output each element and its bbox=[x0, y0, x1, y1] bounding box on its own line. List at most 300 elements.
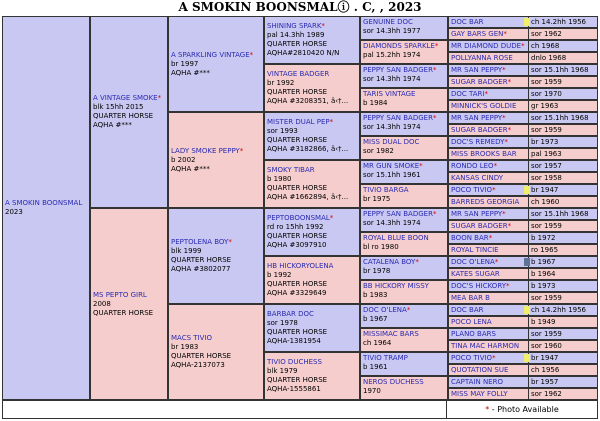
horse-name-line bbox=[267, 118, 357, 127]
footer-bar bbox=[2, 400, 598, 419]
horse-name-wrap bbox=[451, 89, 488, 99]
horse-name-link[interactable]: POCO LENA bbox=[451, 317, 492, 326]
horse-cell bbox=[448, 292, 598, 304]
horse-cell bbox=[448, 184, 598, 196]
horse-name-link[interactable]: DOC'S REMEDY bbox=[451, 137, 505, 146]
photo-star-icon: * bbox=[321, 22, 325, 30]
horse-name-title: A SMOKIN BOONSMAL bbox=[178, 0, 338, 14]
horse-name-link[interactable]: SUGAR BADGER bbox=[451, 221, 508, 230]
horse-name-link[interactable]: MR SAN PEPPY bbox=[451, 65, 503, 74]
horse-name-link[interactable]: TIVIO BARGA bbox=[363, 186, 409, 194]
horse-name-wrap bbox=[451, 77, 511, 87]
horse-detail: AQHA #3182866, â‹†... bbox=[267, 145, 349, 153]
horse-cell bbox=[264, 16, 360, 64]
horse-detail: QUARTER HORSE bbox=[93, 112, 154, 120]
horse-name-line bbox=[267, 22, 357, 31]
horse-name-link[interactable]: BOON BAR bbox=[451, 233, 489, 242]
horse-info: b 1964 bbox=[528, 269, 597, 279]
horse-info: sor 1957 bbox=[528, 161, 597, 171]
photo-star-icon: * bbox=[249, 50, 254, 59]
horse-detail: AQHA-2137073 bbox=[171, 361, 225, 369]
horse-name-link[interactable]: QUOTATION SUE bbox=[451, 365, 509, 374]
horse-detail: br 1975 bbox=[363, 195, 391, 203]
horse-cell bbox=[360, 40, 448, 64]
horse-name-line bbox=[171, 334, 261, 343]
horse-detail: sor 14.3hh 1977 bbox=[363, 27, 421, 35]
horse-cell bbox=[264, 112, 360, 160]
horse-info: sor 1959 bbox=[528, 77, 597, 87]
horse-name-line bbox=[363, 42, 445, 51]
horse-cell bbox=[448, 316, 598, 328]
photo-star-icon: * bbox=[434, 42, 439, 50]
horse-name-line bbox=[363, 138, 445, 147]
horse-info: br 1957 bbox=[528, 377, 597, 387]
horse-detail: blk 1979 bbox=[267, 367, 298, 375]
horse-name-wrap bbox=[451, 317, 492, 327]
horse-cell bbox=[448, 76, 598, 88]
horse-cell bbox=[448, 112, 598, 124]
horse-name-link[interactable]: BB HICKORY MISSY bbox=[363, 282, 429, 290]
horse-cell bbox=[168, 112, 264, 208]
horse-name-link[interactable]: MINNICK'S GOLDIE bbox=[451, 101, 517, 110]
horse-detail: AQHA#2810420 N/N bbox=[267, 49, 340, 57]
horse-info: b 1973 bbox=[528, 281, 597, 291]
horse-detail: blk 1999 bbox=[171, 247, 202, 255]
horse-detail: sor 14.3hh 1974 bbox=[363, 75, 421, 83]
horse-info: br 1947 bbox=[528, 353, 597, 363]
horse-name-line bbox=[363, 114, 445, 123]
horse-detail: b 1980 bbox=[267, 175, 292, 183]
photo-star-icon: * bbox=[406, 306, 411, 314]
horse-cell bbox=[264, 352, 360, 400]
horse-detail: sor 14.3hh 1974 bbox=[363, 219, 421, 227]
horse-info: sor 1960 bbox=[528, 341, 597, 351]
horse-name-link[interactable]: POLLYANNA ROSE bbox=[451, 53, 513, 62]
horse-detail: br 1978 bbox=[363, 267, 391, 275]
photo-star-icon: * bbox=[503, 29, 507, 38]
horse-name-line bbox=[363, 162, 445, 171]
horse-info: sor 15.1hh 1968 bbox=[528, 65, 597, 75]
horse-cell bbox=[448, 172, 598, 184]
horse-name-line bbox=[267, 262, 357, 271]
horse-name-line bbox=[363, 306, 445, 315]
horse-cell bbox=[2, 16, 90, 400]
photo-star-icon: * bbox=[157, 94, 162, 102]
photo-star-icon: * bbox=[485, 405, 490, 414]
horse-cell bbox=[360, 16, 448, 40]
horse-name-link[interactable]: POCO TIVIO bbox=[451, 185, 493, 194]
horse-cell bbox=[360, 328, 448, 352]
horse-cell bbox=[448, 208, 598, 220]
horse-name-link[interactable]: MEA BAR B bbox=[451, 293, 490, 302]
photo-star-icon: * bbox=[228, 238, 232, 246]
horse-name-link[interactable]: DOC BAR bbox=[451, 17, 484, 26]
horse-detail: b 1984 bbox=[363, 99, 388, 107]
horse-detail: AQHA-1555861 bbox=[267, 385, 321, 393]
horse-name-line bbox=[363, 234, 445, 243]
horse-cell bbox=[360, 136, 448, 160]
horse-name-link[interactable]: BARBAR DOC bbox=[267, 310, 314, 318]
horse-name-line bbox=[267, 214, 357, 223]
horse-name-line bbox=[171, 51, 261, 60]
horse-name-wrap bbox=[451, 329, 496, 339]
horse-cell bbox=[360, 304, 448, 328]
horse-name-link[interactable]: LADY SMOKE PEPPY bbox=[171, 146, 240, 155]
horse-name-wrap bbox=[451, 17, 483, 27]
horse-name-wrap bbox=[451, 257, 498, 267]
photo-legend-text: - Photo Available bbox=[489, 405, 559, 414]
horse-cell bbox=[448, 280, 598, 292]
horse-name-line bbox=[5, 199, 87, 208]
horse-cell bbox=[360, 112, 448, 136]
horse-name-wrap bbox=[451, 269, 500, 279]
horse-cell bbox=[360, 184, 448, 208]
horse-name-line bbox=[363, 66, 445, 75]
horse-info: sor 1959 bbox=[528, 293, 597, 303]
horse-cell bbox=[264, 256, 360, 304]
photo-star-icon: * bbox=[488, 233, 493, 242]
horse-cell bbox=[448, 136, 598, 148]
horse-name-link[interactable]: DOC O'LENA bbox=[363, 306, 407, 314]
horse-name-link[interactable]: A VINTAGE SMOKE bbox=[93, 94, 158, 102]
horse-info: sor 15.1hh 1968 bbox=[528, 113, 597, 123]
photo-star-icon: * bbox=[484, 89, 488, 98]
horse-info: dnlo 1968 bbox=[528, 53, 597, 63]
horse-name-line bbox=[363, 330, 445, 339]
photo-star-icon: * bbox=[329, 214, 334, 222]
horse-name-link[interactable]: SUGAR BADGER bbox=[451, 125, 508, 134]
horse-name-wrap bbox=[451, 305, 483, 315]
horse-name-link[interactable]: DOC TARI bbox=[451, 89, 485, 98]
horse-name-wrap bbox=[451, 281, 510, 291]
page-title bbox=[0, 0, 600, 16]
horse-cell bbox=[264, 160, 360, 208]
horse-info: sor 1962 bbox=[528, 389, 597, 399]
horse-name-link[interactable]: HB HICKORYOLENA bbox=[267, 262, 334, 270]
horse-cell bbox=[264, 64, 360, 112]
horse-info: b 1967 bbox=[528, 257, 597, 267]
horse-name-link[interactable]: BARREDS GEORGIA bbox=[451, 197, 520, 206]
horse-cell bbox=[448, 40, 598, 52]
horse-name-wrap bbox=[451, 149, 517, 159]
horse-name-link[interactable]: MISSIMAC BARS bbox=[363, 330, 419, 338]
photo-star-icon: * bbox=[502, 113, 506, 122]
horse-detail: sor 1993 bbox=[267, 127, 298, 135]
horse-name-link[interactable]: PEPPY SAN BADGER bbox=[363, 114, 433, 122]
horse-name-wrap bbox=[451, 125, 511, 135]
horse-info: b 1972 bbox=[528, 233, 597, 243]
pedigree-chart bbox=[2, 16, 598, 400]
horse-name-link[interactable]: MISS DUAL DOC bbox=[363, 138, 420, 146]
horse-name-wrap bbox=[451, 101, 516, 111]
photo-star-icon: * bbox=[507, 221, 512, 230]
horse-info: b 1949 bbox=[528, 317, 597, 327]
horse-detail: QUARTER HORSE bbox=[267, 184, 328, 192]
horse-name-link[interactable]: SUGAR BADGER bbox=[451, 77, 508, 86]
horse-cell bbox=[264, 304, 360, 352]
horse-name-wrap bbox=[451, 341, 519, 351]
horse-name-line bbox=[363, 90, 445, 99]
info-circle-icon[interactable]: ⓘ bbox=[337, 0, 350, 14]
horse-name-line bbox=[267, 70, 357, 79]
photo-star-icon: * bbox=[507, 125, 512, 134]
horse-name-link[interactable]: DOC BAR bbox=[451, 305, 484, 314]
horse-name-link[interactable]: A SPARKLING VINTAGE bbox=[171, 50, 250, 59]
horse-name-link[interactable]: PEPTOBOONSMAL bbox=[267, 214, 330, 222]
horse-info: sor 1958 bbox=[528, 173, 597, 183]
horse-name-line bbox=[363, 186, 445, 195]
horse-name-link[interactable]: PLANO BARS bbox=[451, 329, 496, 338]
horse-detail: rd ro 15hh 1992 bbox=[267, 223, 324, 231]
horse-cell bbox=[448, 148, 598, 160]
horse-cell bbox=[360, 376, 448, 400]
horse-cell bbox=[168, 304, 264, 400]
horse-name-link[interactable]: MR SAN PEPPY bbox=[451, 209, 503, 218]
horse-detail: QUARTER HORSE bbox=[267, 328, 328, 336]
horse-name-link[interactable]: DOC'S HICKORY bbox=[451, 281, 507, 290]
horse-cell bbox=[448, 124, 598, 136]
horse-name-line bbox=[93, 291, 165, 300]
horse-name-link[interactable]: MR SAN PEPPY bbox=[451, 113, 503, 122]
horse-name-link[interactable]: DIAMONDS SPARKLE bbox=[363, 42, 435, 50]
horse-detail: 2023 bbox=[5, 208, 23, 216]
color-marker bbox=[524, 18, 530, 26]
horse-detail: QUARTER HORSE bbox=[171, 256, 232, 264]
horse-name-link[interactable]: NEROS DUCHESS bbox=[363, 378, 424, 386]
horse-name-link[interactable]: TARIS VINTAGE bbox=[363, 90, 416, 98]
photo-star-icon: * bbox=[239, 146, 244, 155]
horse-detail: AQHA #3802077 bbox=[171, 265, 231, 273]
horse-name-link[interactable]: MR DIAMOND DUDE bbox=[451, 41, 522, 50]
horse-name-link[interactable]: KATES SUGAR bbox=[451, 269, 500, 278]
horse-detail: AQHA #3097910 bbox=[267, 241, 327, 249]
horse-cell bbox=[168, 208, 264, 304]
photo-star-icon: * bbox=[432, 114, 437, 122]
horse-name-link[interactable]: MR GUN SMOKE bbox=[363, 162, 420, 170]
horse-name-line bbox=[267, 310, 357, 319]
horse-name-link[interactable]: SHINING SPARK bbox=[267, 22, 322, 30]
photo-star-icon: * bbox=[492, 185, 496, 194]
horse-name-line bbox=[363, 354, 445, 363]
horse-detail: AQHA #3329649 bbox=[267, 289, 327, 297]
horse-info: ch 1956 bbox=[528, 365, 597, 375]
horse-cell bbox=[448, 376, 598, 388]
photo-star-icon: * bbox=[502, 65, 506, 74]
color-marker bbox=[524, 186, 530, 194]
horse-cell bbox=[360, 64, 448, 88]
horse-cell bbox=[448, 364, 598, 376]
horse-name-line bbox=[363, 18, 445, 27]
horse-info: ch 14.2hh 1956 bbox=[528, 305, 597, 315]
horse-name-link[interactable]: PEPTOLENA BOY bbox=[171, 238, 229, 246]
horse-name-link[interactable]: PEPPY SAN BADGER bbox=[363, 66, 433, 74]
horse-cell bbox=[448, 328, 598, 340]
horse-detail: br 1983 bbox=[171, 343, 199, 351]
horse-detail: AQHA #*** bbox=[171, 164, 210, 173]
color-marker bbox=[524, 354, 530, 362]
horse-name-wrap bbox=[451, 377, 503, 387]
horse-name-link[interactable]: TINA MAC HARMON bbox=[451, 341, 520, 350]
horse-name-link[interactable]: CAPTAIN NERO bbox=[451, 377, 503, 386]
horse-name-link[interactable]: MISS MAY FOLLY bbox=[451, 389, 508, 398]
horse-info: sor 1970 bbox=[528, 89, 597, 99]
horse-cell bbox=[448, 52, 598, 64]
horse-cell bbox=[360, 208, 448, 232]
horse-info: sor 15.1hh 1968 bbox=[528, 209, 597, 219]
horse-name-line bbox=[267, 166, 357, 175]
horse-name-link[interactable]: A SMOKIN BOONSMAL bbox=[5, 199, 83, 207]
horse-detail: blk 15hh 2015 bbox=[93, 103, 144, 111]
horse-name-link[interactable]: VINTAGE BADGER bbox=[267, 70, 330, 78]
horse-name-link[interactable]: MISS BROOKS BAR bbox=[451, 149, 517, 158]
horse-cell bbox=[360, 280, 448, 304]
horse-cell bbox=[448, 88, 598, 100]
horse-name-wrap bbox=[451, 137, 508, 147]
horse-cell bbox=[264, 208, 360, 256]
horse-name-link[interactable]: ROYAL BLUE BOON bbox=[363, 234, 429, 242]
horse-info: sor 1962 bbox=[528, 29, 597, 39]
horse-cell bbox=[448, 340, 598, 352]
horse-detail: br 1997 bbox=[171, 59, 199, 68]
horse-name-link[interactable]: TIVIO DUCHESS bbox=[267, 358, 322, 366]
photo-star-icon: * bbox=[502, 209, 506, 218]
horse-name-link[interactable]: MS PEPTO GIRL bbox=[93, 290, 147, 299]
photo-star-icon: * bbox=[521, 41, 525, 50]
horse-detail: AQHA-1381954 bbox=[267, 337, 321, 345]
horse-name-wrap bbox=[451, 113, 506, 123]
horse-name-line bbox=[267, 358, 357, 367]
horse-name-wrap bbox=[451, 233, 492, 243]
horse-info: br 1973 bbox=[528, 137, 597, 147]
horse-info: ch 1960 bbox=[528, 197, 597, 207]
photo-star-icon: * bbox=[507, 77, 512, 86]
horse-detail: ch 1964 bbox=[363, 339, 392, 347]
horse-name-line bbox=[363, 282, 445, 291]
horse-name-line bbox=[171, 238, 261, 247]
horse-name-wrap bbox=[451, 365, 508, 375]
horse-detail: 2008 bbox=[93, 299, 111, 308]
horse-name-link[interactable]: DOC O'LENA bbox=[451, 257, 495, 266]
horse-info: sor 1959 bbox=[528, 125, 597, 135]
horse-name-wrap bbox=[451, 29, 507, 39]
photo-star-icon: * bbox=[432, 66, 437, 74]
horse-name-link[interactable]: KANSAS CINDY bbox=[451, 173, 503, 182]
horse-detail: QUARTER HORSE bbox=[171, 352, 232, 360]
horse-name-line bbox=[363, 210, 445, 219]
horse-name-wrap bbox=[451, 209, 506, 219]
horse-cell bbox=[448, 220, 598, 232]
horse-cell bbox=[90, 16, 168, 208]
photo-star-icon: * bbox=[504, 137, 508, 146]
horse-name-link[interactable]: MISTER DUAL PEP bbox=[267, 118, 330, 126]
horse-name-wrap bbox=[451, 53, 513, 63]
horse-name-link[interactable]: GAY BARS GEN bbox=[451, 29, 504, 38]
photo-star-icon: * bbox=[432, 210, 437, 218]
horse-detail: QUARTER HORSE bbox=[267, 232, 328, 240]
horse-info: gr 1963 bbox=[528, 101, 597, 111]
horse-name-wrap bbox=[451, 161, 497, 171]
horse-cell bbox=[448, 196, 598, 208]
horse-name-wrap bbox=[451, 353, 496, 363]
horse-cell bbox=[448, 16, 598, 28]
horse-detail: QUARTER HORSE bbox=[267, 88, 328, 96]
photo-star-icon: * bbox=[506, 281, 510, 290]
color-marker bbox=[524, 306, 530, 314]
photo-star-icon: * bbox=[329, 118, 334, 126]
horse-cell bbox=[448, 64, 598, 76]
horse-info: br 1947 bbox=[528, 185, 597, 195]
horse-name-link[interactable]: SMOKY TIBAR bbox=[267, 166, 315, 174]
horse-cell bbox=[448, 268, 598, 280]
horse-detail: b 1992 bbox=[267, 271, 292, 279]
horse-cell bbox=[168, 16, 264, 112]
horse-detail: sor 14.3hh 1974 bbox=[363, 123, 421, 131]
photo-star-icon: * bbox=[494, 257, 499, 266]
horse-name-link[interactable]: MACS TIVIO bbox=[171, 334, 212, 342]
horse-detail: pal 15.2hh 1974 bbox=[363, 51, 421, 59]
horse-cell bbox=[448, 160, 598, 172]
horse-detail: br 1992 bbox=[267, 79, 295, 87]
photo-star-icon: * bbox=[415, 258, 419, 266]
horse-info: ch 1968 bbox=[528, 41, 597, 51]
horse-detail: AQHA #3208351, â‹†... bbox=[267, 97, 349, 105]
photo-legend bbox=[446, 401, 597, 418]
horse-cell bbox=[448, 388, 598, 400]
horse-detail: b 1967 bbox=[363, 315, 388, 323]
horse-name-link[interactable]: TIVIO TRAMP bbox=[363, 354, 408, 362]
horse-name-wrap bbox=[451, 41, 525, 51]
horse-name-link[interactable]: ROYAL TINCIE bbox=[451, 245, 499, 254]
horse-name-line bbox=[363, 258, 445, 267]
horse-cell bbox=[448, 232, 598, 244]
horse-name-link[interactable]: PEPPY SAN BADGER bbox=[363, 210, 433, 218]
horse-detail: pal 14.3hh 1989 bbox=[267, 31, 325, 39]
horse-info: sor 1959 bbox=[528, 329, 597, 339]
horse-info: pal 1963 bbox=[528, 149, 597, 159]
horse-name-link[interactable]: RONDO LEO bbox=[451, 161, 494, 170]
horse-name-wrap bbox=[451, 221, 511, 231]
horse-detail: QUARTER HORSE bbox=[267, 280, 328, 288]
horse-info: ch 14.2hh 1956 bbox=[528, 17, 597, 27]
horse-cell bbox=[360, 352, 448, 376]
horse-name-wrap bbox=[451, 65, 506, 75]
horse-name-wrap bbox=[451, 197, 519, 207]
horse-cell bbox=[360, 88, 448, 112]
horse-name-wrap bbox=[451, 245, 499, 255]
horse-name-wrap bbox=[451, 173, 503, 183]
horse-detail: QUARTER HORSE bbox=[267, 376, 328, 384]
horse-cell bbox=[448, 352, 598, 364]
horse-name-wrap bbox=[451, 185, 496, 195]
horse-detail: AQHA #*** bbox=[171, 68, 210, 77]
horse-detail: sor 15.1hh 1961 bbox=[363, 171, 421, 179]
title-details: . C, , 2023 bbox=[349, 0, 422, 14]
horse-name-line bbox=[171, 147, 261, 156]
color-marker bbox=[524, 258, 530, 266]
horse-detail: sor 1982 bbox=[363, 147, 394, 155]
horse-name-wrap bbox=[451, 389, 508, 399]
horse-detail: QUARTER HORSE bbox=[93, 308, 154, 317]
horse-name-line bbox=[363, 378, 445, 387]
horse-name-link[interactable]: POCO TIVIO bbox=[451, 353, 493, 362]
horse-cell bbox=[360, 232, 448, 256]
horse-name-link[interactable]: GENUINE DOC bbox=[363, 18, 413, 26]
horse-cell bbox=[448, 244, 598, 256]
horse-cell bbox=[448, 100, 598, 112]
photo-star-icon: * bbox=[493, 161, 498, 170]
horse-detail: bl ro 1980 bbox=[363, 243, 399, 251]
horse-name-link[interactable]: CATALENA BOY bbox=[363, 258, 416, 266]
